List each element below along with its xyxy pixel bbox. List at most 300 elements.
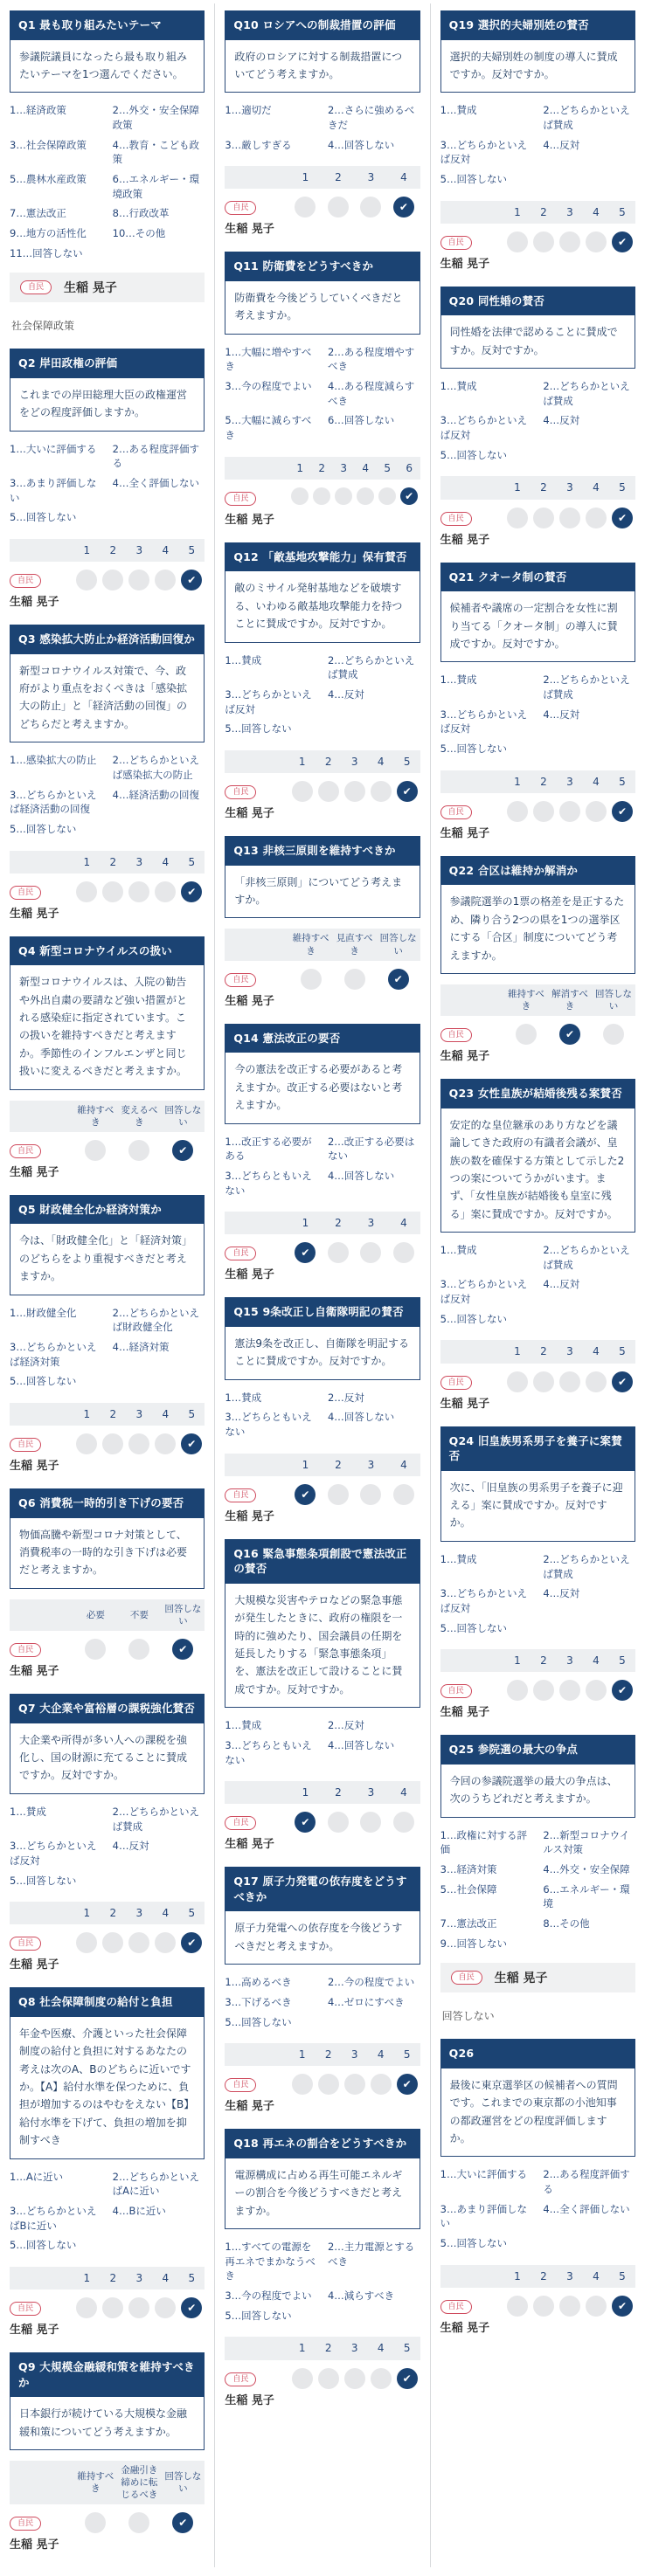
- option-item: 3…今の程度でよい: [225, 2289, 312, 2303]
- question-description: 候補者や議席の一定割合を女性に割り当てる「クオータ制」の導入に賛成ですか。反対ですか。: [440, 591, 635, 662]
- scale-header-bar: [225, 1454, 420, 1476]
- answer-circle: [507, 2296, 528, 2317]
- option-item: 5…回答しない: [225, 2309, 292, 2322]
- option-item: 5…回答しない: [10, 822, 77, 835]
- answer-circles: [289, 967, 420, 990]
- circle-cell: [355, 1484, 388, 1505]
- answer-circle: [328, 197, 349, 218]
- circle-cell: [368, 2368, 394, 2389]
- scale-header-bar: [10, 851, 205, 874]
- scale-header-spacer: [10, 1403, 73, 1426]
- answer-scale: [440, 201, 635, 271]
- options-list: [440, 369, 635, 466]
- option-item: 1…財政健全化: [10, 1306, 77, 1319]
- answer-circle: [357, 487, 374, 505]
- scale-labels: [73, 539, 205, 562]
- question-header: Q10 ロシアへの制裁措置の評価: [225, 10, 420, 40]
- answer-circle: [507, 801, 528, 822]
- circle-cell: [355, 1812, 388, 1833]
- question-card: [225, 542, 420, 820]
- option-item: 3…あまり評価しない: [440, 2202, 527, 2230]
- candidate-name: 生稲 晃子: [225, 1509, 274, 1523]
- scale-label: 必要: [86, 1609, 105, 1620]
- scale-header-bar: [10, 1403, 205, 1426]
- question-header: Q19 選択的夫婦別姓の賛否: [440, 10, 635, 40]
- scale-header-bar: [440, 984, 635, 1016]
- answer-circle: [295, 197, 316, 218]
- circle-cell: [333, 487, 355, 505]
- option-item: 3…どちらともいえない: [225, 1169, 312, 1197]
- question-card: [225, 1024, 420, 1282]
- scale-label: 2: [109, 1907, 117, 1920]
- text-answer-block: [440, 1963, 635, 2023]
- answer-scale: [225, 2043, 420, 2113]
- option-item: 5…回答しない: [440, 1312, 507, 1325]
- option-item: 2…どちらかといえば感染拡大の防止: [112, 754, 199, 781]
- scale-label: 3: [367, 1786, 375, 1799]
- question-card: [225, 10, 420, 236]
- answer-row: [440, 1370, 635, 1411]
- option-item: 4…回答しない: [327, 138, 395, 151]
- scale-header-spacer: [225, 2043, 288, 2066]
- answer-circle: [155, 1433, 176, 1454]
- option-item: 4…全く評価しない: [543, 2202, 630, 2215]
- question-header: Q11 防衛費をどうすべきか: [225, 252, 420, 281]
- scale-label: 5: [619, 2269, 626, 2282]
- party-badge: 自民: [10, 2517, 41, 2531]
- option-item: 2…ある程度評価する: [112, 442, 199, 470]
- scale-label: 3: [135, 855, 143, 868]
- option-item: 5…農林水産政策: [10, 172, 87, 185]
- circle-cell: [368, 781, 394, 802]
- scale-label: 2: [540, 2269, 547, 2282]
- circle-cell: [387, 197, 420, 218]
- circle-cell: [609, 2296, 635, 2317]
- option-item: 5…回答しない: [10, 1375, 77, 1388]
- answer-circle: [155, 881, 176, 902]
- circle-cell: [583, 1371, 609, 1392]
- scale-label: 回答しない: [164, 1104, 202, 1128]
- scale-header-bar: [440, 2265, 635, 2288]
- answer-circle: [128, 2512, 149, 2533]
- answer-circle: [559, 231, 580, 252]
- answer-circle: [76, 881, 97, 902]
- answer-row: [225, 779, 420, 820]
- question-header: Q18 再エネの割合をどうすべきか: [225, 2129, 420, 2158]
- selected-answer-circle: ✔: [400, 487, 418, 505]
- scale-label: 2: [109, 543, 117, 556]
- scale-labels: [504, 770, 635, 793]
- candidate-name: 生稲 晃子: [10, 1460, 59, 1474]
- question-card: [225, 836, 420, 1008]
- options-list: [225, 2229, 420, 2326]
- option-item: 6…エネルギー・環境: [543, 1882, 630, 1910]
- answer-circles: [504, 1022, 635, 1045]
- scale-header-bar: [440, 476, 635, 499]
- option-item: 2…どちらかといえばAに近い: [112, 2170, 199, 2198]
- scale-header-bar: [440, 201, 635, 224]
- answer-circle: [371, 781, 392, 802]
- answer-circle: [393, 1242, 414, 1263]
- column-1: [0, 3, 214, 2567]
- option-item: 1…賛成: [225, 1719, 262, 1732]
- answer-circle: [155, 2297, 176, 2318]
- circle-cell: [609, 1371, 635, 1392]
- scale-label: 4: [593, 2269, 600, 2282]
- question-description: 次に、「旧皇族の男系男子を養子に迎える」案に賛成ですか。反対ですか。: [440, 1471, 635, 1542]
- scale-label: 4: [162, 1407, 170, 1420]
- option-item: 6…エネルギー・環境政策: [112, 172, 199, 200]
- question-header: Q1 最も取り組みたいテーマ: [10, 10, 205, 40]
- answer-circle: [586, 231, 607, 252]
- question-description: 原子力発電への依存度を今後どうすべきだと考えますか。: [225, 1911, 420, 1965]
- selected-answer-circle: ✔: [612, 508, 633, 528]
- party-badge: 自民: [225, 1247, 256, 1260]
- options-list: [225, 1708, 420, 1771]
- circle-cell: [100, 1932, 126, 1953]
- question-card: [440, 563, 635, 840]
- option-item: 5…回答しない: [440, 1621, 507, 1634]
- option-item: 1…政権に対する評価: [440, 1828, 527, 1856]
- scale-label: 2: [335, 1217, 342, 1230]
- scale-labels: [289, 2043, 420, 2066]
- selected-answer-circle: ✔: [612, 231, 633, 252]
- options-list: [440, 1818, 635, 1955]
- answer-row: [225, 1240, 420, 1281]
- option-item: 3…どちらかといえば経済対策: [10, 1340, 97, 1368]
- question-card: [10, 625, 205, 921]
- scale-label: 2: [335, 1786, 342, 1799]
- answer-circle: [85, 1140, 106, 1161]
- answer-row: [440, 1022, 635, 1063]
- answer-row: [440, 1678, 635, 1719]
- answer-scale: [225, 2337, 420, 2407]
- party-badge: 自民: [440, 1376, 472, 1390]
- options-list: [225, 1380, 420, 1443]
- scale-label: 回答しない: [164, 1603, 202, 1627]
- scale-label: 2: [540, 205, 547, 218]
- circle-cell: [531, 1680, 557, 1701]
- option-item: 5…回答しない: [225, 2015, 292, 2028]
- option-item: 2…さらに強めるべきだ: [327, 104, 415, 131]
- scale-header-spacer: [440, 476, 504, 499]
- scale-label: 6: [406, 461, 413, 474]
- selected-answer-circle: ✔: [397, 2368, 418, 2389]
- circle-cell: [289, 1242, 322, 1263]
- option-item: 3…どちらかといえば反対: [440, 1278, 527, 1306]
- answer-row: [225, 486, 420, 527]
- candidate-bar: [440, 1963, 635, 1992]
- circle-cell: [100, 1433, 126, 1454]
- answer-circle: [533, 1371, 554, 1392]
- option-item: 4…反対: [112, 1840, 149, 1853]
- options-list: [10, 1295, 205, 1392]
- option-item: 1…賛成: [225, 1391, 262, 1404]
- circle-cell: [592, 1024, 635, 1045]
- candidate-cell: [225, 486, 288, 527]
- circle-cell: [289, 1812, 322, 1833]
- scale-label: 3: [367, 171, 375, 184]
- scale-label: 金融引き締めに転じるべき: [121, 2464, 158, 2501]
- option-item: 1…Aに近い: [10, 2170, 64, 2183]
- scale-label: 4: [162, 2272, 170, 2284]
- selected-answer-circle: ✔: [172, 2512, 193, 2533]
- question-header: Q14 憲法改正の要否: [225, 1024, 420, 1053]
- option-item: 1…賛成: [10, 1805, 46, 1818]
- candidate-name: 生稲 晃子: [10, 1958, 59, 1972]
- scale-label: 2: [324, 756, 332, 769]
- scale-header-spacer: [440, 770, 504, 793]
- option-item: 4…反対: [327, 688, 364, 701]
- selected-answer-circle: ✔: [295, 1812, 316, 1833]
- question-description: 最後に東京選挙区の候補者への質問です。これまでの東京都の小池知事の都政運営をどの程度評価しますか。: [440, 2068, 635, 2158]
- question-description: 参議院選挙の1票の格差を是正するため、隣り合う2つの県を1つの選挙区にする「合区」制度についてどう考えますか。: [440, 885, 635, 974]
- answer-circle: [85, 1639, 106, 1660]
- option-item: 2…どちらかといえば賛成: [543, 1552, 630, 1580]
- scale-label: 不要: [129, 1609, 149, 1620]
- option-item: 3…どちらかといえば反対: [440, 1587, 527, 1614]
- circle-cell: [289, 781, 316, 802]
- question-header: Q15 9条改正し自衛隊明記の賛否: [225, 1297, 420, 1327]
- scale-header-spacer: [10, 1599, 73, 1631]
- scale-label: 4: [593, 775, 600, 788]
- answer-circle: [360, 1242, 381, 1263]
- question-header: Q24 旧皇族男系男子を養子に案賛否: [440, 1426, 635, 1471]
- answer-circles: [73, 1930, 205, 1953]
- option-item: 2…どちらかといえば賛成: [543, 673, 630, 701]
- scale-header-bar: [10, 539, 205, 562]
- scale-label: 2: [335, 171, 342, 184]
- option-item: 4…反対: [543, 414, 580, 427]
- circle-cell: [316, 781, 342, 802]
- scale-label: 5: [619, 1345, 626, 1358]
- options-list: [10, 432, 205, 528]
- question-card: [10, 1694, 205, 1972]
- circle-cell: [609, 801, 635, 822]
- circle-cell: [531, 801, 557, 822]
- circle-cell: [316, 2368, 342, 2389]
- scale-label: 4: [400, 1786, 407, 1799]
- option-item: 2…改正する必要はない: [327, 1135, 415, 1163]
- answer-circles: [289, 1240, 420, 1263]
- scale-label: 2: [109, 2272, 117, 2284]
- option-item: 9…回答しない: [440, 1937, 507, 1950]
- answer-circle: [102, 2297, 123, 2318]
- question-description: 大規模な災害やテロなどの緊急事態が発生したときに、政府の権限を一時的に強めたり、国会議員の任期を延長したりする「緊急事態条項」を、憲法を改正して設けることに賛成ですか。反対ですか。: [225, 1584, 420, 1708]
- answer-circle: [360, 1812, 381, 1833]
- scale-label: 1: [514, 481, 521, 494]
- option-item: 1…賛成: [440, 673, 477, 687]
- answer-circles: [504, 1370, 635, 1392]
- option-item: 5…回答しない: [440, 448, 507, 461]
- scale-label: 3: [135, 1407, 143, 1420]
- scale-label: 4: [377, 756, 385, 769]
- candidate-name: 生稲 晃子: [64, 281, 117, 296]
- option-item: 4…回答しない: [327, 1411, 395, 1424]
- answer-circles: [73, 2510, 205, 2533]
- answer-scale: [440, 476, 635, 546]
- answer-scale: [10, 851, 205, 921]
- circle-cell: [73, 1140, 117, 1161]
- options-list: [440, 1233, 635, 1329]
- answer-circle: [128, 1140, 149, 1161]
- options-list: [225, 1124, 420, 1202]
- circle-cell: [504, 1371, 531, 1392]
- answer-circles: [73, 2296, 205, 2318]
- scale-label: 4: [593, 481, 600, 494]
- scale-label: 2: [540, 775, 547, 788]
- selected-answer-circle: ✔: [397, 781, 418, 802]
- answer-circle: [328, 1242, 349, 1263]
- answer-circle: [85, 2512, 106, 2533]
- circle-cell: [316, 2074, 342, 2095]
- scale-label: 3: [340, 461, 347, 474]
- option-item: 4…反対: [543, 1587, 580, 1600]
- option-item: 4…回答しない: [327, 1169, 395, 1182]
- selected-answer-circle: ✔: [295, 1484, 316, 1505]
- options-list: [10, 93, 205, 264]
- answer-circles: [289, 2072, 420, 2095]
- option-item: 5…大幅に減らすべき: [225, 414, 312, 442]
- selected-answer-circle: ✔: [393, 197, 414, 218]
- answer-row: [10, 2510, 205, 2552]
- scale-header-spacer: [225, 166, 288, 189]
- scale-header-bar: [225, 2043, 420, 2066]
- selected-answer-circle: ✔: [181, 881, 202, 902]
- scale-label: 1: [298, 2048, 306, 2061]
- answer-circle: [328, 1812, 349, 1833]
- text-answer: 社会保障政策: [11, 320, 75, 333]
- answer-row: [10, 2296, 205, 2337]
- circle-cell: [531, 231, 557, 252]
- circle-cell: [161, 2512, 205, 2533]
- circle-cell: [311, 487, 333, 505]
- scale-header-spacer: [10, 851, 73, 874]
- options-list: [440, 1542, 635, 1639]
- circle-cell: [322, 197, 355, 218]
- scale-header-spacer: [225, 1454, 288, 1476]
- scale-label: 解消すべき: [551, 988, 588, 1012]
- circle-cell: [583, 1680, 609, 1701]
- answer-scale: [10, 1403, 205, 1473]
- selected-answer-circle: ✔: [612, 801, 633, 822]
- answer-circles: [73, 1138, 205, 1161]
- question-description: 政府のロシアに対する制裁措置についてどう考えますか。: [225, 40, 420, 93]
- answer-circle: [533, 231, 554, 252]
- answer-scale: [10, 1902, 205, 1972]
- answer-row: [225, 1482, 420, 1523]
- option-item: 1…賛成: [440, 380, 477, 393]
- scale-label: 3: [566, 1654, 573, 1668]
- candidate-name: 生稲 晃子: [225, 2393, 274, 2407]
- selected-answer-circle: ✔: [612, 1680, 633, 1701]
- circle-cell: [583, 231, 609, 252]
- answer-scale: [440, 984, 635, 1063]
- candidate-cell: [225, 195, 288, 236]
- candidate-cell: [10, 2510, 73, 2552]
- circle-cell: [289, 487, 311, 505]
- option-item: 8…行政改革: [112, 207, 170, 220]
- scale-label: 回答しない: [164, 2471, 202, 2495]
- scale-label: 2: [109, 855, 117, 868]
- candidate-name: 生稲 晃子: [10, 596, 59, 610]
- scale-header-spacer: [10, 1902, 73, 1924]
- scale-label: 維持すべき: [292, 933, 329, 957]
- scale-labels: [504, 2265, 635, 2288]
- scale-label: 4: [362, 461, 369, 474]
- answer-row: [225, 195, 420, 236]
- text-answer-block: [10, 273, 205, 333]
- question-header: Q13 非核三原則を維持すべきか: [225, 836, 420, 866]
- candidate-cell: [10, 2296, 73, 2337]
- scale-label: 3: [135, 2272, 143, 2284]
- answer-row: [10, 1138, 205, 1179]
- option-item: 1…適切だ: [225, 104, 272, 117]
- answer-circle: [507, 508, 528, 528]
- circle-cell: [557, 1680, 583, 1701]
- answer-circle: [292, 2368, 313, 2389]
- option-item: 4…経済対策: [112, 1340, 170, 1353]
- answer-circle: [328, 1484, 349, 1505]
- answer-circle: [76, 570, 97, 590]
- answer-circles: [289, 779, 420, 802]
- question-card: [440, 1735, 635, 2023]
- option-item: 3…どちらかといえば反対: [440, 708, 527, 736]
- answer-scale: [225, 929, 420, 1007]
- question-card: [10, 1488, 205, 1678]
- question-card: [10, 2352, 205, 2552]
- answer-row: [225, 2366, 420, 2407]
- option-item: 1…賛成: [440, 104, 477, 117]
- scale-header-bar: [10, 1902, 205, 1924]
- circle-cell: [504, 508, 531, 528]
- candidate-name: 生稲 晃子: [440, 1050, 490, 1064]
- scale-label: 3: [566, 775, 573, 788]
- party-badge: 自民: [440, 512, 472, 526]
- option-item: 2…どちらかといえば賛成: [327, 653, 415, 681]
- options-list: [225, 1965, 420, 2033]
- candidate-cell: [225, 1482, 288, 1523]
- answer-scale: [225, 1212, 420, 1281]
- selected-answer-circle: ✔: [388, 969, 409, 990]
- circle-cell: [377, 487, 399, 505]
- question-description: 今回の参議院選挙の最大の争点は、次のうちどれだと考えますか。: [440, 1765, 635, 1818]
- option-item: 1…賛成: [440, 1552, 477, 1565]
- option-item: 1…大いに評価する: [440, 2168, 527, 2181]
- scale-header-bar: [225, 1781, 420, 1804]
- circle-cell: [161, 1639, 205, 1660]
- option-item: 10…その他: [112, 226, 166, 239]
- answer-circles: [289, 1810, 420, 1833]
- option-item: 4…Bに近い: [112, 2204, 166, 2217]
- answer-circle: [318, 2368, 339, 2389]
- circle-cell: [399, 487, 420, 505]
- question-header: Q17 原子力発電の依存度をどうすべきか: [225, 1867, 420, 1911]
- answer-circle: [318, 2074, 339, 2095]
- answer-scale: [440, 1340, 635, 1410]
- candidate-name: 生稲 晃子: [440, 533, 490, 547]
- circle-cell: [289, 969, 333, 990]
- candidate-bar: [10, 273, 205, 302]
- scale-labels: [73, 1599, 205, 1631]
- option-item: 3…どちらかといえばBに近い: [10, 2204, 97, 2232]
- options-list: [225, 335, 420, 446]
- scale-label: 4: [593, 1654, 600, 1668]
- party-badge: 自民: [440, 2300, 472, 2314]
- scale-header-bar: [225, 457, 420, 480]
- candidate-name: 生稲 晃子: [440, 1706, 490, 1720]
- scale-label: 2: [335, 1458, 342, 1471]
